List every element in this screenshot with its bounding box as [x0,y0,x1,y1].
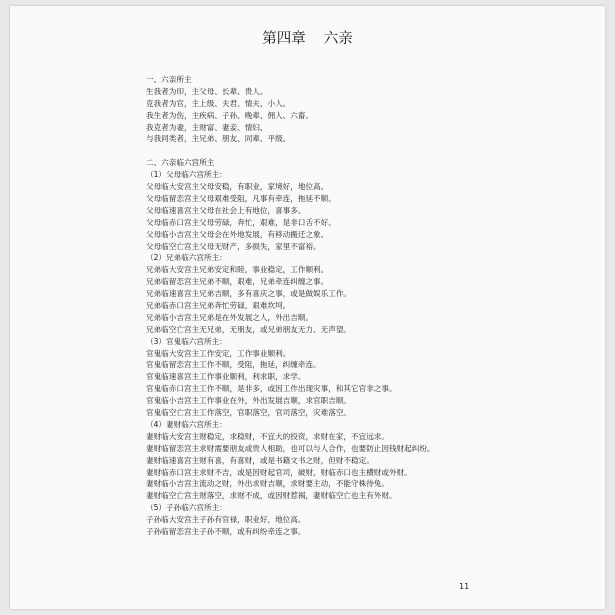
text-line: 妻财临空亡宫主财落空，求财不成，或因财惹祸，妻财临空亡也主有外财。 [146,491,397,501]
text-line: 子孙临大安宫主子孙有官禄，职业好，地位高。 [146,515,306,525]
text-line: 克我者为官，主上级、夫君、情夫、小人。 [146,98,291,108]
text-line: 父母临小吉宫主父母会在外地发展，有移动搬迁之象。 [146,229,329,239]
text-line: 官鬼临小吉宫主工作事业在外，外出发展吉顺，求官职吉顺。 [146,396,352,406]
text-line: 妻财临赤口宫主求财不吉，或是因财起官司，破财，财临赤口也主横财或外财。 [146,467,412,477]
text-line: 我克者为妻，主财富、妻妾、情妇、 [146,122,268,132]
chapter-body [146,74,526,538]
group-descendants [146,502,526,538]
text-line: 父母临赤口宫主父母劳碌，奔忙，艰难，是非口舌不好。 [146,217,336,227]
document-page [10,6,605,609]
chapter-name: 六亲 [323,31,353,47]
text-line: 妻财临速喜宫主财有喜，有喜财，或是书籍文书之财，但财不稳定。 [146,455,374,465]
text-line: 生我者为印，主父母、长辈、贵人。 [146,86,268,96]
section-heading: 一、六亲所主 [146,75,192,84]
section-liuqin-palaces [146,157,526,538]
text-line: 妻财临大安宫主财稳定，求稳财，不宜大的投资，求财在家，不宜远求。 [146,431,389,441]
text-line: 妻财临小吉宫主流动之财，外出求财吉顺，求财要主动，不能守株待兔。 [146,479,389,489]
chapter-number: 第四章 [262,31,306,47]
text-line: 父母临速喜宫主父母在社会上有地位，喜事多。 [146,205,306,215]
group-title: （2）兄弟临六宫所主： [146,253,227,263]
group-parents [146,169,526,252]
text-line: 官鬼临空亡宫主工作落空，官职落空，官司落空，灾难落空。 [146,408,352,418]
group-officials [146,336,526,419]
text-line: 官鬼临速喜宫主工作事业顺利，利求职，求学。 [146,372,306,382]
text-line: 我生者为伤，主疾病、子孙、晚辈、佣人、六畜。 [146,110,314,120]
text-line: 与我同类者，主兄弟、朋友、同辈、平级。 [146,134,291,144]
text-line: 父母临大安宫主父母安稳，有职业，家境好，地位高。 [146,182,329,192]
text-line: 官鬼临大安宫主工作安定，工作事业顺利。 [146,348,291,358]
text-line: 兄弟临赤口宫主兄弟奔忙劳碌，艰难坎坷。 [146,301,291,311]
text-line: 兄弟临空亡宫主无兄弟，无朋友，或兄弟朋友无力、无声望。 [146,324,352,334]
text-line: 兄弟临小吉宫主兄弟是在外发展之人，外出吉顺。 [146,312,314,322]
text-line: 妻财临留恋宫主求财需要朋友或贵人相助，也可以与人合作，也要防止因钱财起纠纷。 [146,443,435,453]
text-line: 父母临空亡宫主父母无财产，多损失，家里不富裕。 [146,241,321,251]
page-number: 11 [459,582,470,591]
text-line: 官鬼临留恋宫主工作不顺，受阻，拖延，纠缠牵连。 [146,360,321,370]
group-title: （5）子孙临六宫所主： [146,503,227,513]
section-heading: 二、六亲临六宫所主 [146,158,215,168]
text-line: 兄弟临大安宫主兄弟安定和睦，事业稳定，工作顺利。 [146,265,329,275]
text-line: 子孙临留恋宫主子孙不顺，或有纠纷牵连之事。 [146,526,306,536]
group-title: （1）父母临六宫所主： [146,170,227,180]
group-title: （4）妻财临六宫所主： [146,419,227,429]
text-line: 父母临留恋宫主父母艰难受阻，凡事有牵连，拖延不顺。 [146,194,336,204]
text-line: 官鬼临赤口宫主工作不顺，是非多，或因工作出现灾事，和其它官非之事。 [146,384,397,394]
section-liuqin-roles [146,74,526,145]
group-siblings [146,252,526,335]
text-line: 兄弟临速喜宫主兄弟吉顺，多有喜庆之事，或是做娱乐工作。 [146,289,352,299]
text-line: 兄弟临留恋宫主兄弟不顺，艰难，兄弟牵连纠缠之事。 [146,277,329,287]
group-wealth [146,419,526,502]
chapter-title [10,27,605,48]
group-title: （3）官鬼临六宫所主： [146,336,227,346]
